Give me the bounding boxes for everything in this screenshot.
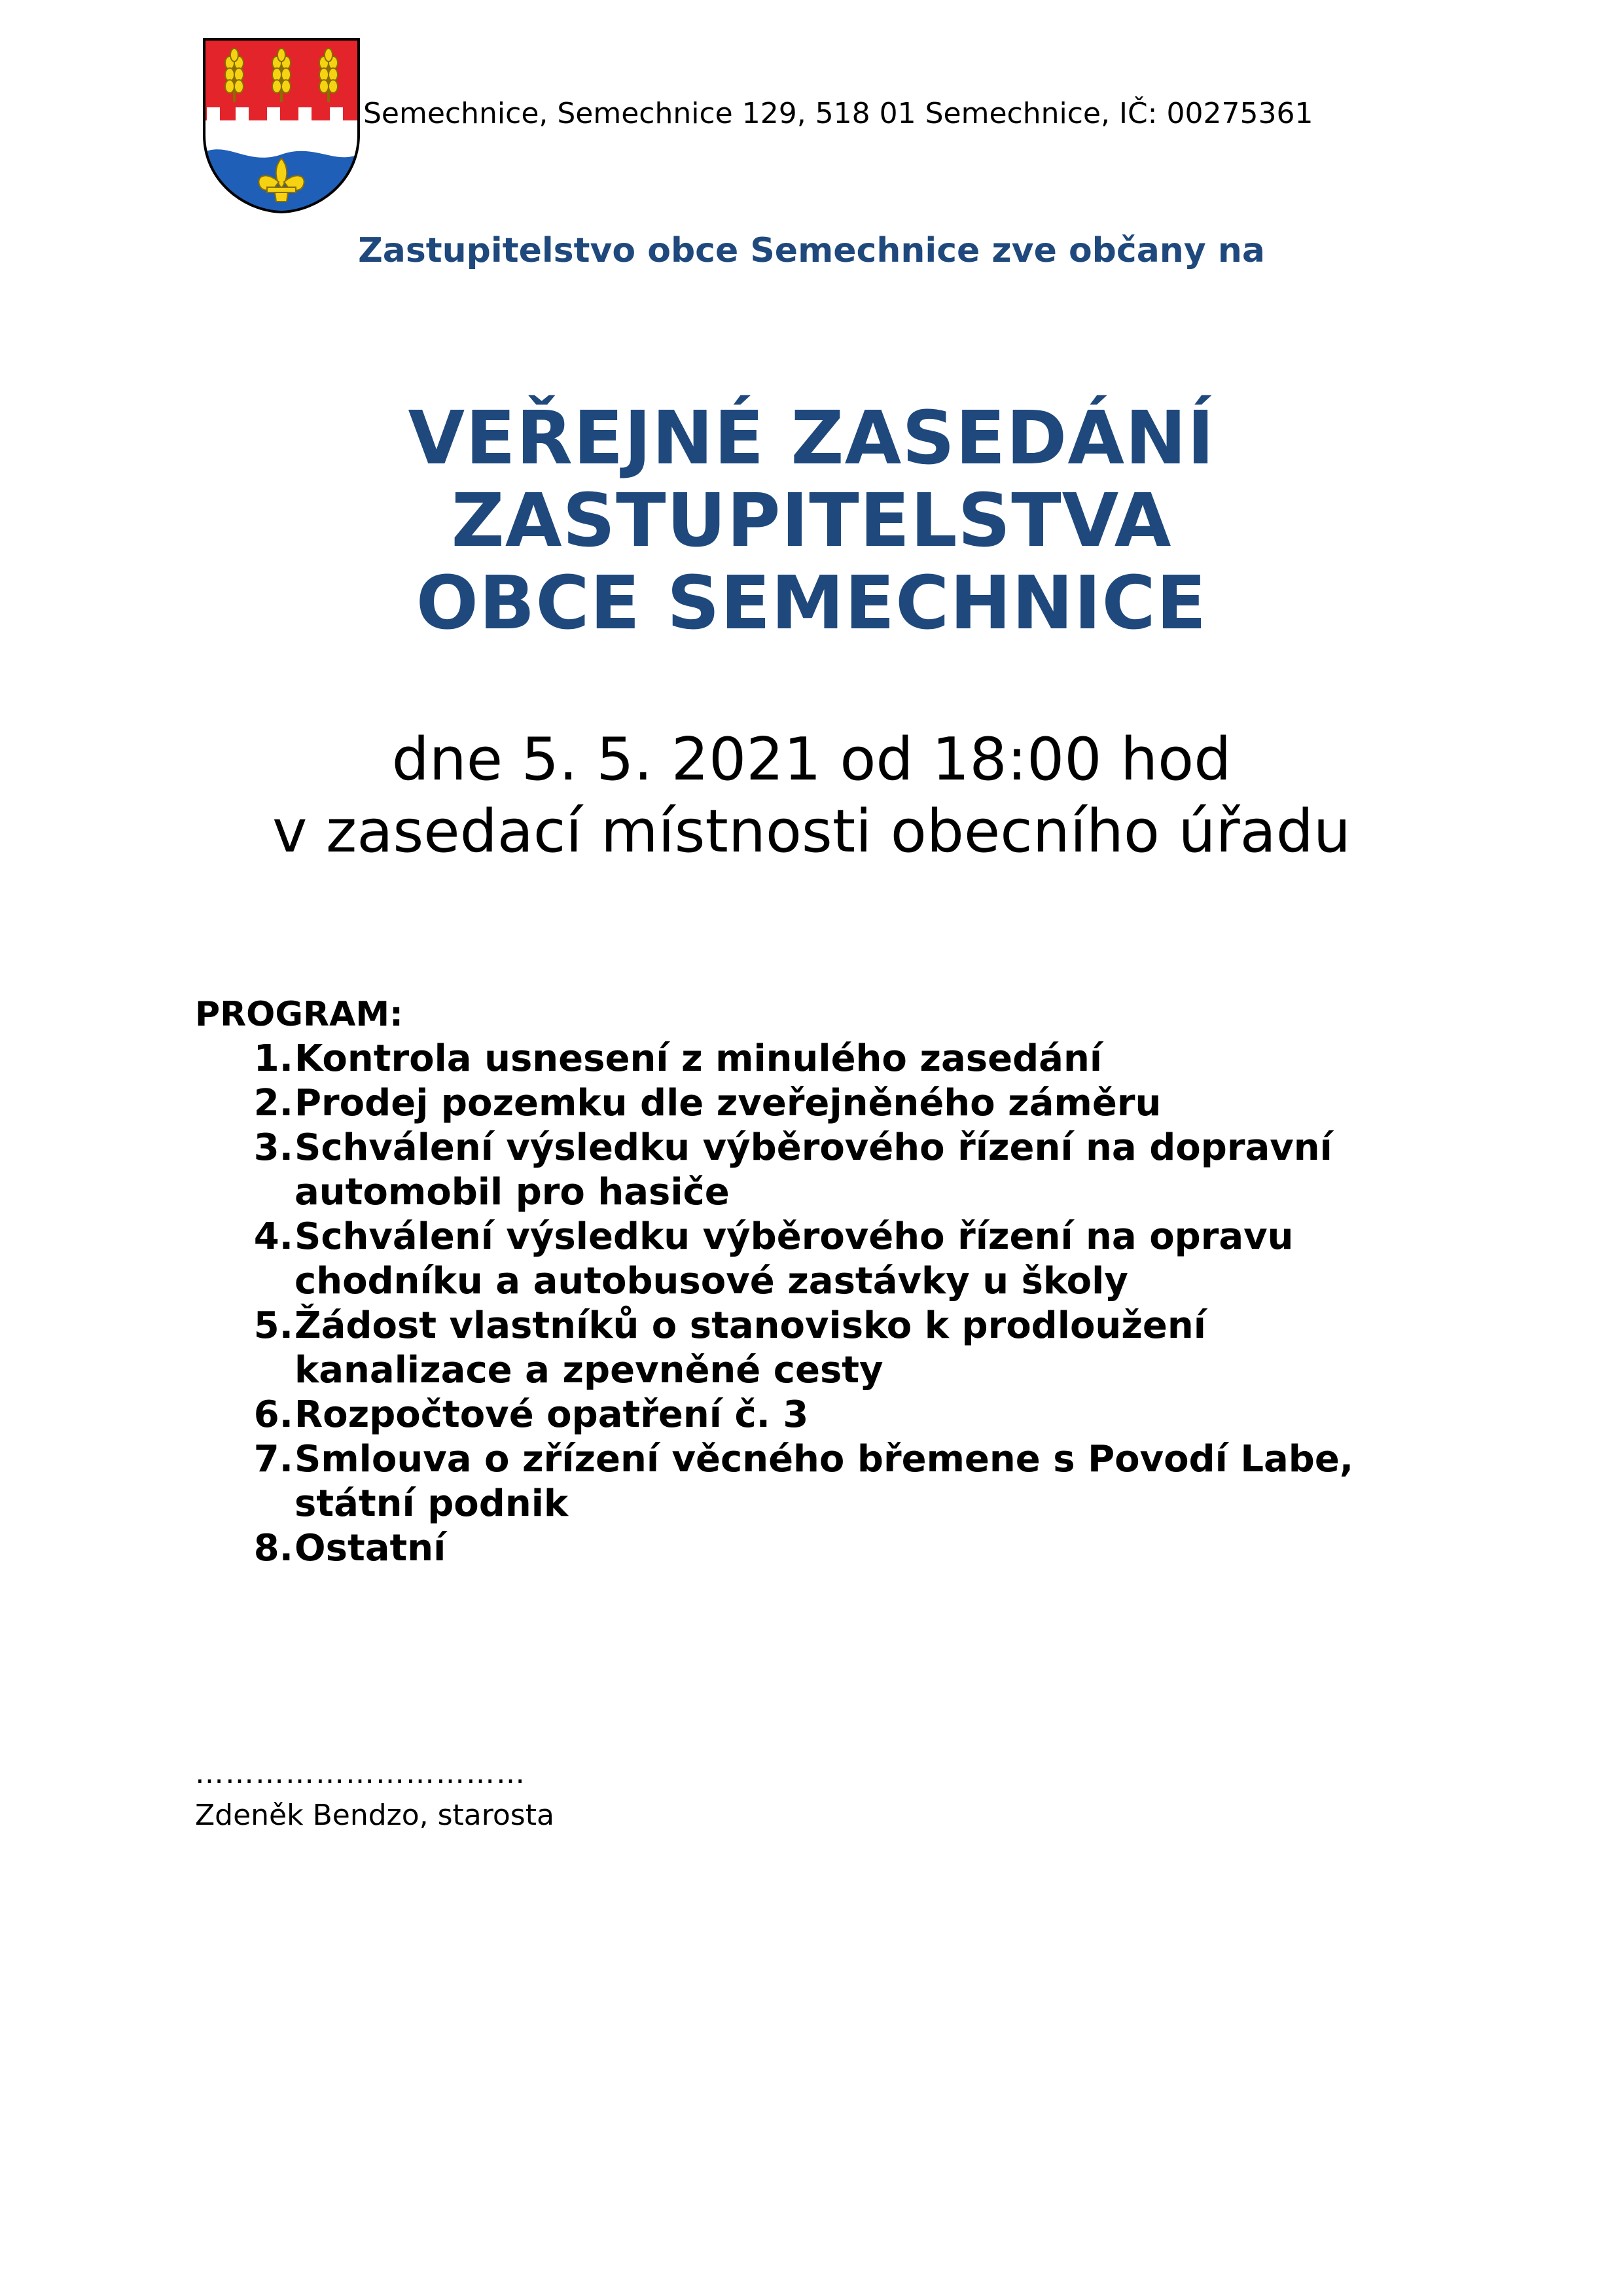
item-text: Schválení výsledku výběrového řízení na dopravní	[294, 1126, 1332, 1169]
item-text: Smlouva o zřízení věcného břemene s Povodí Labe,	[294, 1438, 1354, 1480]
title-line-3: OBCE SEMECHNICE	[416, 561, 1207, 646]
title-line-2: ZASTUPITELSTVA	[451, 478, 1172, 564]
list-item	[195, 1437, 1478, 1526]
item-number: 1.	[253, 1037, 293, 1080]
list-item	[195, 1304, 1478, 1393]
item-number: 7.	[253, 1438, 293, 1480]
item-text: Ostatní	[294, 1527, 446, 1570]
item-text: Žádost vlastníků o stanovisko k prodloužení	[294, 1304, 1206, 1347]
list-item	[195, 1215, 1478, 1304]
invitation-line: Zastupitelstvo obce Semechnice zve občany na	[358, 231, 1265, 270]
item-number: 3.	[253, 1126, 293, 1169]
meeting-details	[0, 724, 1623, 868]
item-number: 5.	[253, 1304, 293, 1347]
list-item	[195, 1081, 1478, 1126]
program-list	[195, 1037, 1478, 1571]
list-item	[195, 1526, 1478, 1571]
page-title	[0, 397, 1623, 645]
item-text: automobil pro hasiče	[294, 1171, 730, 1213]
item-text: Rozpočtové opatření č. 3	[294, 1393, 809, 1436]
meeting-date: dne 5. 5. 2021 od 18:00 hod	[391, 725, 1232, 794]
program-label: PROGRAM:	[195, 995, 403, 1034]
signer-name: Zdeněk Bendzo, starosta	[195, 1799, 554, 1832]
address-line: Semechnice, Semechnice 129, 518 01 Semechnice, IČ: 00275361	[363, 97, 1313, 130]
item-number: 8.	[253, 1527, 293, 1570]
item-text: Prodej pozemku dle zveřejněného záměru	[294, 1082, 1162, 1124]
item-number: 4.	[253, 1215, 293, 1258]
item-text: kanalizace a zpevněné cesty	[294, 1349, 883, 1391]
item-text: chodníku a autobusové zastávky u školy	[294, 1260, 1128, 1302]
item-text: Kontrola usnesení z minulého zasedání	[294, 1037, 1103, 1080]
item-number: 6.	[253, 1393, 293, 1436]
item-text: Schválení výsledku výběrového řízení na opravu	[294, 1215, 1294, 1258]
signature-line: ……………………………	[195, 1757, 526, 1790]
title-line-1: VEŘEJNÉ ZASEDÁNÍ	[408, 396, 1215, 481]
meeting-place: v zasedací místnosti obecního úřadu	[272, 797, 1351, 866]
list-item	[195, 1126, 1478, 1215]
list-item	[195, 1393, 1478, 1437]
list-item	[195, 1037, 1478, 1081]
coat-of-arms-icon	[202, 37, 361, 215]
item-number: 2.	[253, 1082, 293, 1124]
item-text: státní podnik	[294, 1482, 569, 1525]
